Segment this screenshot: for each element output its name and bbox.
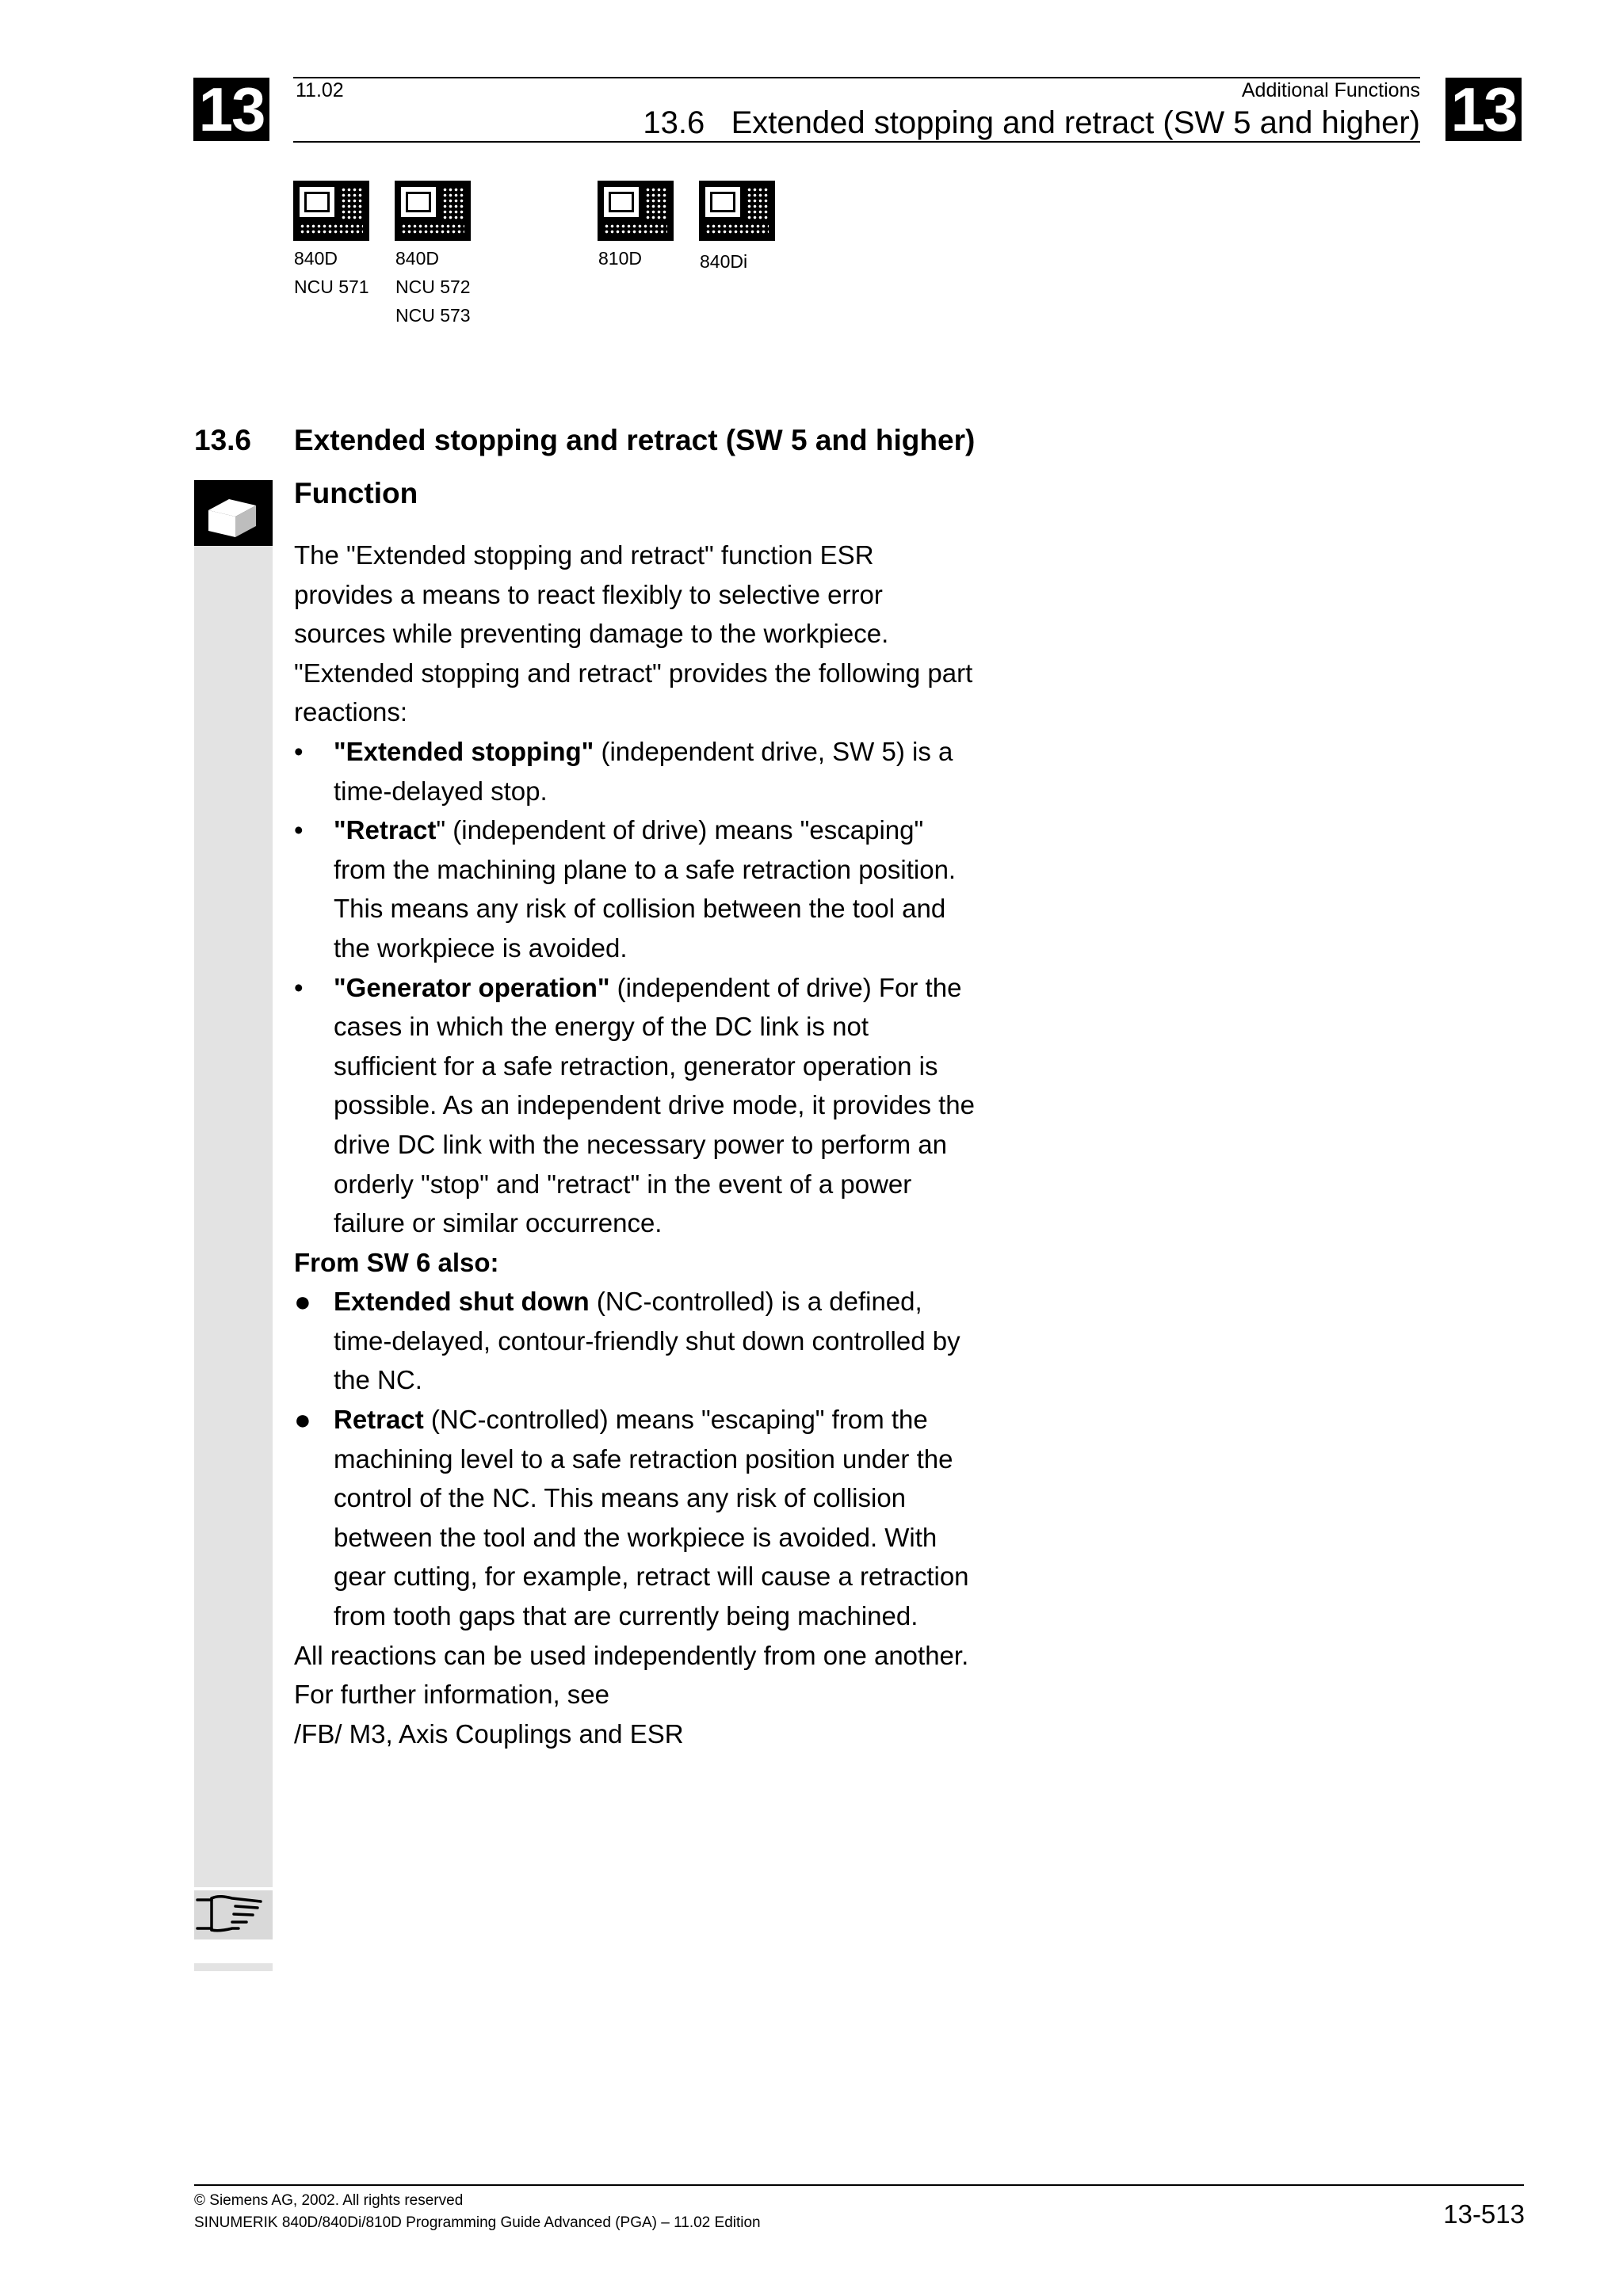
function-cube-icon xyxy=(194,480,273,546)
header-date: 11.02 xyxy=(296,79,344,101)
sw6-heading: From SW 6 also: xyxy=(294,1247,499,1277)
control-panel-icon xyxy=(293,181,369,241)
list-item: • "Retract" (independent of drive) means "escaping" from the machining plane to a safe retraction position. This means any risk of collision between the tool and the workpiece is avoided. xyxy=(294,815,957,963)
reference-line-1: For further information, see xyxy=(294,1680,609,1710)
page-number: 13-513 xyxy=(1443,2199,1525,2229)
body-text xyxy=(294,536,976,1753)
control-label-1: 840D NCU 571 xyxy=(294,248,369,297)
reference-hand-icon xyxy=(194,1890,273,1939)
chapter-tab-right: 13 xyxy=(1445,78,1522,141)
control-label-4: 840Di xyxy=(700,251,748,272)
chapter-tab-left: 13 xyxy=(193,78,269,141)
header-title: 13.6 Extended stopping and retract (SW 5 and higher) xyxy=(643,105,1420,140)
footer-copyright: © Siemens AG, 2002. All rights reserved xyxy=(194,2192,464,2209)
margin-bar xyxy=(194,546,273,1887)
list-item: ● Retract (NC-controlled) means "escaping" from the machining level to a safe retraction position under the control of the NC. This means any risk of collision between the tool and the workpiece is avoided. With gear cutting, for example, retract will cause a retraction from tooth gaps that are currently being machined. xyxy=(294,1403,969,1631)
function-heading: Function xyxy=(294,477,418,509)
list-item: • "Generator operation" (independent of drive) For the cases in which the energy of the DC link is not sufficient for a safe retraction, generator operation is possible. As an independent drive mode, it provides the drive DC link with the necessary power to perform an orderly "stop" and "retract" in the event of a power failure or similar occurrence. xyxy=(294,972,976,1238)
control-label-2: 840D NCU 572 NCU 573 xyxy=(395,248,471,326)
list-item: • "Extended stopping" (independent drive, SW 5) is a time-delayed stop. xyxy=(294,736,953,806)
header-bottom-rule xyxy=(293,141,1420,143)
list-item: ● Extended shut down (NC-controlled) is a defined, time-delayed, contour-friendly shut down controlled by the NC. xyxy=(294,1285,960,1395)
control-panel-icon xyxy=(598,181,674,241)
footer-rule xyxy=(194,2184,1524,2186)
footer-doc-title: SINUMERIK 840D/840Di/810D Programming Guide Advanced (PGA) – 11.02 Edition xyxy=(194,2214,761,2231)
section-title: Extended stopping and retract (SW 5 and higher) xyxy=(294,424,976,456)
reference-line-2: /FB/ M3, Axis Couplings and ESR xyxy=(294,1718,684,1749)
control-panel-icon xyxy=(699,181,775,241)
control-label-3: 810D xyxy=(598,248,642,269)
header-top-rule xyxy=(293,77,1420,78)
header-category: Additional Functions xyxy=(1241,79,1420,101)
control-panel-icon xyxy=(395,181,471,241)
section-number: 13.6 xyxy=(194,424,252,456)
intro-paragraph: The "Extended stopping and retract" function ESR provides a means to react flexibly to selective error sources while preventing damage to the workpiece. "Extended stopping and retract" provides the following part reactions: xyxy=(294,540,973,727)
closing-paragraph: All reactions can be used independently from one another. xyxy=(294,1640,969,1670)
